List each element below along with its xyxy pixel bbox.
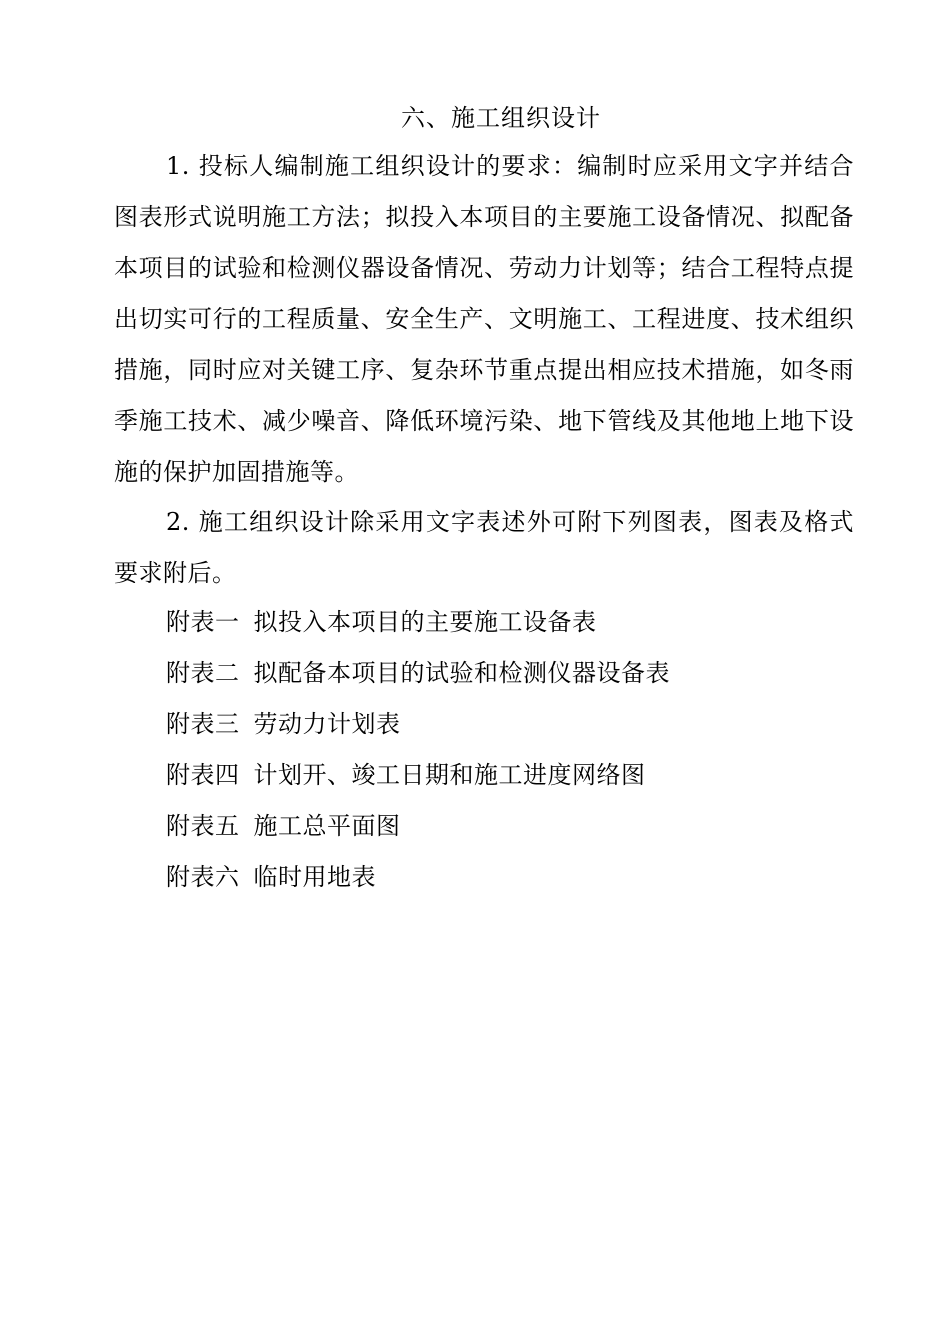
appendix-item-4 bbox=[166, 750, 856, 801]
appendix-item-2 bbox=[166, 648, 856, 699]
appendix-name: 拟投入本项目的主要施工设备表 bbox=[253, 608, 597, 636]
appendix-item-5 bbox=[166, 801, 856, 852]
appendix-code: 附表六 bbox=[166, 863, 240, 891]
appendix-item-3 bbox=[166, 699, 856, 750]
paragraph-requirements: 1. 投标人编制施工组织设计的要求：编制时应采用文字并结合图表形式说明施工方法；拟投入本项目的主要施工设备情况、拟配备本项目的试验和检测仪器设备情况、劳动力计划等；结合工程特点提出切实可行的工程质量、安全生产、文明施工、工程进度、技术组织措施，同时应对关键工序、复杂环节重点提出相应技术措施，如冬雨季施工技术、减少噪音、降低环境污染、地下管线及其他地上地下设施的保护加固措施等。 bbox=[114, 152, 854, 486]
appendix-code: 附表四 bbox=[166, 761, 240, 789]
appendix-code: 附表一 bbox=[166, 608, 240, 636]
appendix-name: 拟配备本项目的试验和检测仪器设备表 bbox=[253, 659, 670, 687]
appendix-name: 计划开、竣工日期和施工进度网络图 bbox=[253, 761, 646, 789]
appendix-list bbox=[166, 597, 856, 903]
appendix-name: 施工总平面图 bbox=[253, 812, 401, 840]
appendix-name: 临时用地表 bbox=[253, 863, 376, 891]
appendix-code: 附表二 bbox=[166, 659, 240, 687]
section-title: 六、施工组织设计 bbox=[401, 104, 601, 132]
appendix-code: 附表三 bbox=[166, 710, 240, 738]
appendix-code: 附表五 bbox=[166, 812, 240, 840]
paragraph-attachments-intro: 2. 施工组织设计除采用文字表述外可附下列图表，图表及格式要求附后。 bbox=[114, 508, 854, 587]
appendix-item-1 bbox=[166, 597, 856, 648]
appendix-item-6 bbox=[166, 852, 856, 903]
appendix-name: 劳动力计划表 bbox=[253, 710, 401, 738]
